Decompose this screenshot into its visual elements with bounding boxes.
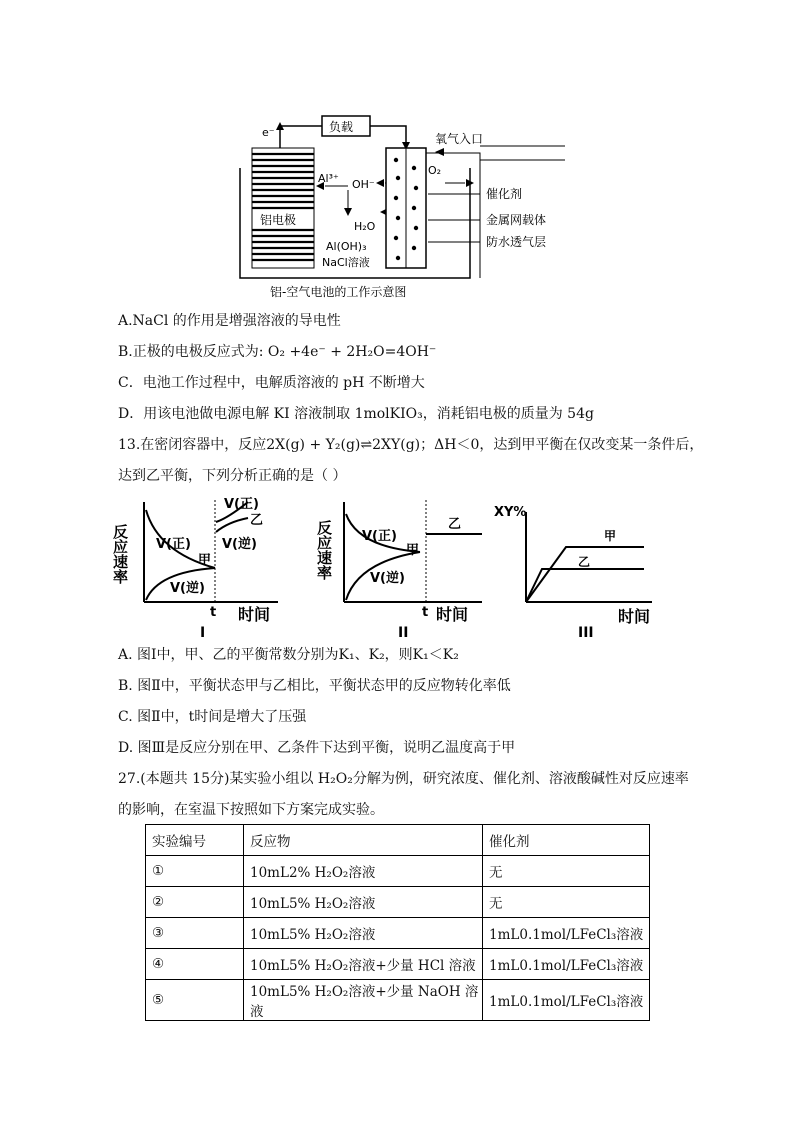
graph2-v-forward: V(正) — [362, 529, 397, 544]
graph1-v-forward: V(正) — [156, 537, 191, 552]
q13-option-d: D. 图Ⅲ是反应分别在甲、乙条件下达到平衡，说明乙温度高于甲 — [118, 740, 516, 756]
aloh3-label: Al(OH)₃ — [326, 240, 367, 253]
h2o-label: H₂O — [354, 220, 376, 233]
table-row — [146, 918, 650, 949]
graph1-roman: I — [200, 625, 206, 641]
graph3-jia: 甲 — [604, 529, 617, 543]
table-header: 实验编号 — [146, 825, 244, 856]
q13-option-a: A. 图Ⅰ中，甲、乙的平衡常数分别为K₁、K₂，则K₁＜K₂ — [118, 647, 459, 663]
o2-inlet-label: 氧气入口 — [435, 132, 484, 146]
graph1-t: t — [210, 605, 217, 620]
q12-option-a: A.NaCl 的作用是增强溶液的导电性 — [118, 313, 341, 329]
q13-option-b: B. 图Ⅱ中，平衡状态甲与乙相比，平衡状态甲的反应物转化率低 — [118, 678, 511, 694]
table-row — [146, 949, 650, 980]
o2-label: O₂ — [428, 164, 442, 177]
oh-label: OH⁻ — [352, 178, 375, 191]
q27-stem-line2: 的影响，在室温下按照如下方案完成实验。 — [118, 802, 384, 818]
graph2-t: t — [422, 605, 429, 620]
table-header-row — [146, 825, 650, 856]
graph2-yi: 乙 — [448, 517, 462, 532]
graph2-roman: II — [398, 625, 409, 641]
graph3-yi: 乙 — [578, 555, 591, 569]
table-cell: ① — [146, 856, 244, 887]
table-cell: 10mL5% H₂O₂溶液 — [244, 887, 483, 918]
table-cell: ② — [146, 887, 244, 918]
load-label: 负载 — [329, 120, 354, 134]
graph1-jia: 甲 — [198, 553, 212, 568]
q13-stem-line2: 达到乙平衡，下列分析正确的是（ ） — [118, 468, 347, 484]
q13-option-c: C. 图Ⅱ中，t时间是增大了压强 — [118, 709, 307, 725]
graph2-xlabel: 时间 — [436, 605, 469, 624]
electron-label: e⁻ — [262, 126, 275, 139]
q13-stem-line1: 13.在密闭容器中，反应2X(g) + Y₂(g)⇌2XY(g)；ΔH＜0，达到甲平衡在仅改变某一条件后， — [118, 437, 704, 453]
table-header: 反应物 — [244, 825, 483, 856]
graph-3 — [490, 492, 660, 640]
graph1-v-forward-2: V(正) — [224, 497, 259, 512]
graph1-xlabel: 时间 — [238, 605, 271, 624]
table-cell: 1mL0.1mol/LFeCl₃溶液 — [483, 949, 650, 980]
table-cell: ④ — [146, 949, 244, 980]
graph3-xlabel: 时间 — [618, 607, 651, 626]
battery-caption: 铝-空气电池的工作示意图 — [270, 285, 407, 299]
graph2-v-reverse: V(逆) — [370, 571, 405, 586]
table-cell: ③ — [146, 918, 244, 949]
battery-diagram — [230, 108, 570, 303]
graph2-ylabel: 反应速率 — [315, 520, 333, 580]
catalyst-label: 催化剂 — [486, 187, 523, 201]
graph1-v-reverse: V(逆) — [170, 581, 205, 596]
graph1-v-reverse-2: V(逆) — [222, 537, 257, 552]
graph-1 — [111, 492, 288, 641]
table-cell: 10mL2% H₂O₂溶液 — [244, 856, 483, 887]
table-cell: 无 — [483, 887, 650, 918]
table-cell: 无 — [483, 856, 650, 887]
q27-stem-line1: 27.(本题共 15分)某实验小组以 H₂O₂分解为例，研究浓度、催化剂、溶液酸碱性对反应速率 — [118, 771, 689, 787]
table-cell: 10mL5% H₂O₂溶液+少量 HCl 溶液 — [244, 949, 483, 980]
waterproof-label: 防水透气层 — [486, 235, 547, 249]
table-cell: 1mL0.1mol/LFeCl₃溶液 — [483, 918, 650, 949]
graph2-jia: 甲 — [406, 543, 420, 558]
graph3-ylabel: XY% — [494, 505, 527, 520]
graph-2 — [315, 492, 492, 641]
table-row — [146, 887, 650, 918]
metal-mesh-label: 金属网载体 — [486, 213, 547, 227]
table-cell: 1mL0.1mol/LFeCl₃溶液 — [483, 980, 650, 1021]
graph3-roman: III — [578, 625, 594, 641]
q12-option-d: D．用该电池做电源电解 KI 溶液制取 1molKIO₃，消耗铝电极的质量为 54g — [118, 406, 594, 422]
experiment-table — [145, 824, 650, 1021]
table-row — [146, 856, 650, 887]
al-electrode-label: 铝电极 — [260, 213, 297, 227]
al-ion-label: Al³⁺ — [318, 172, 339, 185]
graph1-yi: 乙 — [250, 513, 264, 528]
table-header: 催化剂 — [483, 825, 650, 856]
table-cell: 10mL5% H₂O₂溶液+少量 NaOH 溶液 — [244, 980, 483, 1021]
graph1-ylabel: 反应速率 — [111, 524, 129, 584]
table-cell: 10mL5% H₂O₂溶液 — [244, 918, 483, 949]
nacl-label: NaCl溶液 — [322, 256, 370, 269]
table-cell: ⑤ — [146, 980, 244, 1021]
table-row — [146, 980, 650, 1021]
q12-option-c: C．电池工作过程中，电解质溶液的 pH 不断增大 — [118, 375, 425, 391]
q12-option-b: B.正极的电极反应式为: O₂ +4e⁻ + 2H₂O=4OH⁻ — [118, 344, 437, 360]
